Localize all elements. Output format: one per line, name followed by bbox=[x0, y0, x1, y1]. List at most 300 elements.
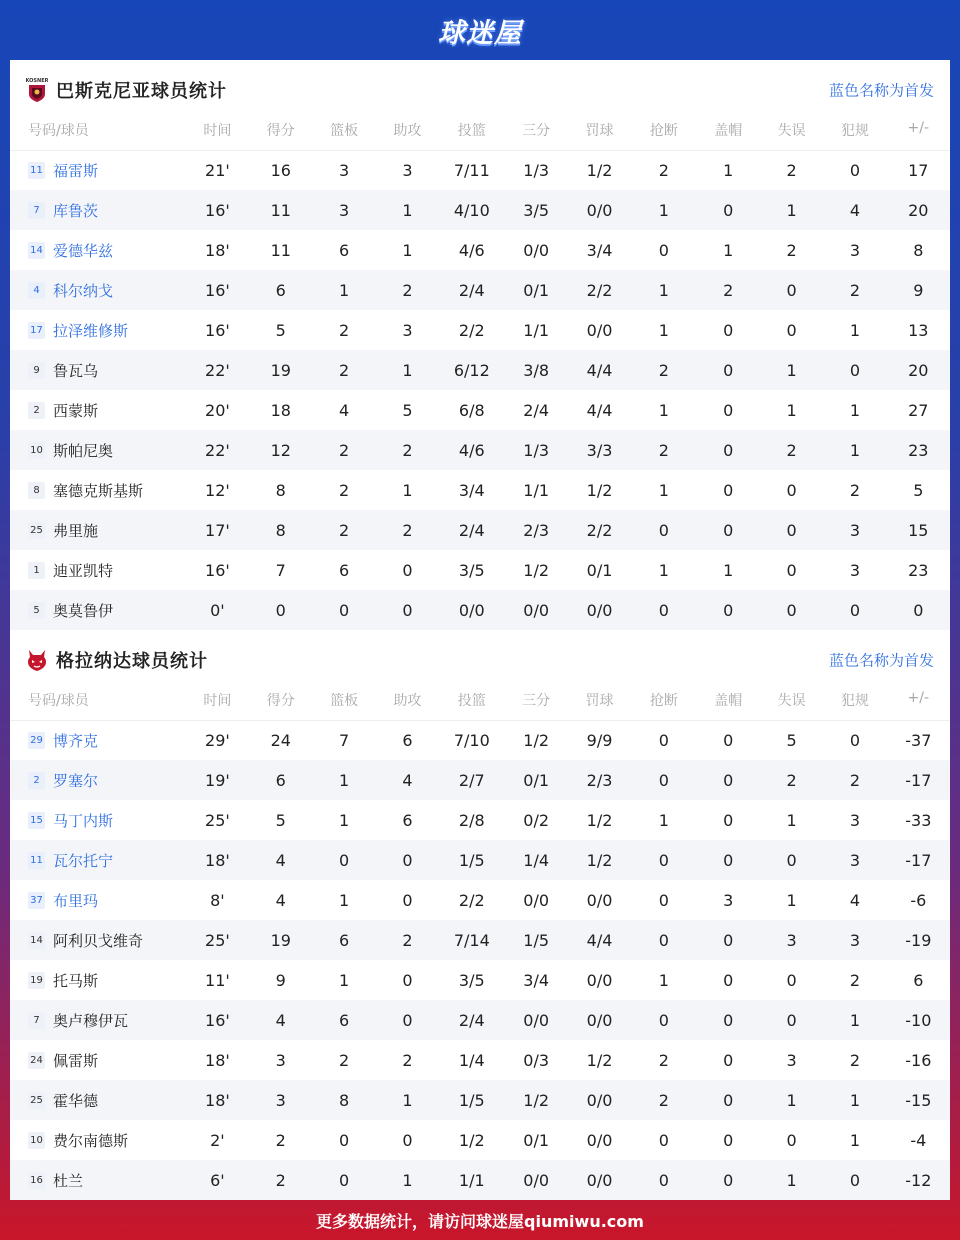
player-row[interactable] bbox=[10, 190, 950, 230]
col-header-pts: 得分 bbox=[266, 123, 295, 139]
stat-pts: 7 bbox=[275, 560, 286, 580]
stat-pts: 6 bbox=[275, 770, 286, 790]
player-name[interactable]: 奥卢穆伊瓦 bbox=[53, 1011, 129, 1030]
player-name[interactable]: 布里玛 bbox=[53, 891, 99, 910]
stat-ast: 1 bbox=[402, 360, 413, 380]
jersey-number-badge: 24 bbox=[28, 1052, 45, 1069]
stat-ast: 2 bbox=[402, 520, 413, 540]
col-header-reb: 篮板 bbox=[330, 693, 359, 709]
player-row[interactable] bbox=[10, 430, 950, 470]
team1-title: 巴斯克尼亚球员统计 bbox=[56, 81, 227, 102]
stat-ast: 2 bbox=[402, 1050, 413, 1070]
stat-tp: 0/1 bbox=[523, 770, 550, 790]
stat-pm: 23 bbox=[908, 440, 929, 460]
stat-tov: 0 bbox=[786, 280, 797, 300]
stat-pm: 20 bbox=[908, 200, 929, 220]
stat-reb: 6 bbox=[339, 930, 350, 950]
stat-ft: 0/0 bbox=[586, 970, 613, 990]
stat-ft: 1/2 bbox=[586, 810, 613, 830]
player-row[interactable] bbox=[10, 470, 950, 510]
stat-pf: 0 bbox=[849, 160, 861, 180]
stat-ast: 0 bbox=[402, 970, 413, 990]
stat-tov: 0 bbox=[786, 850, 797, 870]
stat-stl: 0 bbox=[658, 1130, 669, 1150]
col-header-blk: 盖帽 bbox=[714, 123, 743, 139]
player-name[interactable]: 佩雷斯 bbox=[53, 1051, 99, 1070]
stat-tp: 1/1 bbox=[523, 320, 550, 340]
stat-pf: 2 bbox=[849, 480, 861, 500]
player-cell bbox=[10, 310, 186, 350]
stat-tp: 1/2 bbox=[523, 730, 550, 750]
player-row[interactable] bbox=[10, 1120, 950, 1160]
stat-ast: 0 bbox=[402, 600, 413, 620]
stat-ast: 0 bbox=[402, 890, 413, 910]
stat-pm: -33 bbox=[905, 810, 932, 830]
jersey-number-badge: 2 bbox=[28, 772, 45, 789]
stat-blk: 0 bbox=[723, 730, 734, 750]
stat-tov: 1 bbox=[786, 890, 797, 910]
stat-ast: 3 bbox=[402, 320, 413, 340]
stat-tp: 2/4 bbox=[523, 400, 550, 420]
stat-pts: 19 bbox=[270, 930, 291, 950]
col-header-min: 时间 bbox=[203, 693, 232, 709]
stat-tp: 1/2 bbox=[523, 1090, 550, 1110]
team2-header bbox=[10, 630, 950, 690]
jersey-number-badge: 10 bbox=[28, 442, 45, 459]
stat-ft: 0/0 bbox=[586, 1090, 613, 1110]
jersey-number-badge: 10 bbox=[28, 1132, 45, 1149]
stat-pm: -12 bbox=[905, 1170, 932, 1190]
stat-ast: 4 bbox=[402, 770, 413, 790]
player-row[interactable] bbox=[10, 350, 950, 390]
col-header-pm: +/- bbox=[907, 120, 930, 136]
player-name[interactable]: 斯帕尼奥 bbox=[53, 441, 114, 460]
player-name[interactable]: 塞德克斯基斯 bbox=[53, 481, 144, 500]
stat-fg: 2/2 bbox=[458, 890, 485, 910]
stat-ft: 4/4 bbox=[586, 930, 613, 950]
stat-tp: 3/4 bbox=[523, 970, 550, 990]
stat-tov: 0 bbox=[786, 480, 797, 500]
stat-fg: 6/12 bbox=[453, 360, 490, 380]
stat-reb: 2 bbox=[339, 360, 350, 380]
team1-body bbox=[10, 150, 950, 630]
col-header-min: 时间 bbox=[203, 123, 232, 139]
player-cell bbox=[10, 550, 186, 590]
stat-reb: 3 bbox=[339, 200, 350, 220]
stat-pm: -4 bbox=[910, 1130, 927, 1150]
stat-pm: 8 bbox=[913, 240, 924, 260]
team1-header bbox=[10, 60, 950, 120]
col-header-ast: 助攻 bbox=[393, 693, 422, 709]
stat-pm: 0 bbox=[913, 600, 924, 620]
stat-pf: 0 bbox=[849, 1170, 861, 1190]
stat-min: 29' bbox=[205, 730, 230, 750]
stat-ft: 0/1 bbox=[586, 560, 613, 580]
player-name[interactable]: 科尔纳戈 bbox=[53, 281, 114, 300]
stat-tov: 0 bbox=[786, 1010, 797, 1030]
stat-tp: 1/3 bbox=[523, 160, 550, 180]
stat-pts: 4 bbox=[275, 850, 286, 870]
stat-ast: 6 bbox=[402, 810, 413, 830]
stat-stl: 1 bbox=[658, 480, 669, 500]
player-name[interactable]: 鲁瓦乌 bbox=[53, 361, 99, 380]
stat-ast: 1 bbox=[402, 240, 413, 260]
stat-ft: 1/2 bbox=[586, 850, 613, 870]
stat-tov: 0 bbox=[786, 560, 797, 580]
stat-ft: 0/0 bbox=[586, 890, 613, 910]
stat-pf: 0 bbox=[849, 360, 861, 380]
stat-reb: 2 bbox=[339, 440, 350, 460]
player-row[interactable] bbox=[10, 920, 950, 960]
stat-blk: 0 bbox=[723, 320, 734, 340]
stat-pf: 4 bbox=[849, 200, 861, 220]
jersey-number-badge: 11 bbox=[28, 852, 45, 869]
stat-tov: 0 bbox=[786, 320, 797, 340]
player-name[interactable]: 阿利贝戈维奇 bbox=[53, 931, 144, 950]
stat-blk: 2 bbox=[723, 280, 734, 300]
stat-pf: 2 bbox=[849, 280, 861, 300]
stat-tp: 1/5 bbox=[523, 930, 550, 950]
player-row[interactable] bbox=[10, 550, 950, 590]
jersey-number-badge: 7 bbox=[28, 1012, 45, 1029]
stat-stl: 1 bbox=[658, 560, 669, 580]
jersey-number-badge: 37 bbox=[28, 892, 45, 909]
player-name[interactable]: 瓦尔托宁 bbox=[53, 851, 114, 870]
player-name[interactable]: 弗里施 bbox=[53, 521, 99, 540]
jersey-number-badge: 17 bbox=[28, 322, 45, 339]
player-name[interactable]: 奥莫鲁伊 bbox=[53, 601, 114, 620]
player-row[interactable] bbox=[10, 720, 950, 760]
player-name[interactable]: 拉泽维修斯 bbox=[53, 321, 129, 340]
player-cell bbox=[10, 760, 186, 800]
stat-reb: 2 bbox=[339, 1050, 350, 1070]
stat-ast: 0 bbox=[402, 560, 413, 580]
player-cell bbox=[10, 800, 186, 840]
stat-ft: 0/0 bbox=[586, 600, 613, 620]
team1-logo-text: KOSNER bbox=[26, 78, 48, 84]
stat-pts: 4 bbox=[275, 890, 286, 910]
stat-min: 19' bbox=[205, 770, 230, 790]
stat-fg: 1/5 bbox=[458, 850, 485, 870]
stat-min: 16' bbox=[205, 200, 230, 220]
stat-stl: 1 bbox=[658, 200, 669, 220]
stat-pts: 6 bbox=[275, 280, 286, 300]
stat-pts: 8 bbox=[275, 480, 286, 500]
stat-blk: 0 bbox=[723, 440, 734, 460]
stat-stl: 0 bbox=[658, 1010, 669, 1030]
stat-pf: 2 bbox=[849, 1050, 861, 1070]
player-row[interactable] bbox=[10, 880, 950, 920]
stat-blk: 0 bbox=[723, 770, 734, 790]
stat-reb: 1 bbox=[339, 810, 350, 830]
player-cell bbox=[10, 510, 186, 550]
stat-pm: -19 bbox=[905, 930, 932, 950]
footer bbox=[0, 1200, 960, 1240]
stat-blk: 0 bbox=[723, 930, 734, 950]
player-row[interactable] bbox=[10, 230, 950, 270]
stat-tp: 0/0 bbox=[523, 600, 550, 620]
player-name[interactable]: 库鲁茨 bbox=[53, 201, 99, 220]
player-row[interactable] bbox=[10, 310, 950, 350]
player-name[interactable]: 西蒙斯 bbox=[53, 401, 99, 420]
footer-link-text[interactable]: 更多数据统计，请访问球迷屋qiumiwu.com bbox=[316, 1211, 644, 1231]
stat-stl: 1 bbox=[658, 320, 669, 340]
stat-pm: -37 bbox=[905, 730, 932, 750]
stat-tov: 1 bbox=[786, 810, 797, 830]
jersey-number-badge: 15 bbox=[28, 812, 45, 829]
stat-pts: 2 bbox=[275, 1130, 286, 1150]
jersey-number-badge: 29 bbox=[28, 732, 45, 749]
stat-pm: 27 bbox=[908, 400, 929, 420]
col-header-stl: 抢断 bbox=[649, 123, 678, 139]
stat-reb: 4 bbox=[339, 400, 350, 420]
stat-pts: 3 bbox=[275, 1050, 286, 1070]
jersey-number-badge: 7 bbox=[28, 202, 45, 219]
stat-tp: 1/3 bbox=[523, 440, 550, 460]
player-cell bbox=[10, 1120, 186, 1160]
stat-ast: 2 bbox=[402, 440, 413, 460]
stat-tov: 1 bbox=[786, 1090, 797, 1110]
player-row[interactable] bbox=[10, 840, 950, 880]
player-row[interactable] bbox=[10, 960, 950, 1000]
player-row[interactable] bbox=[10, 590, 950, 630]
stat-stl: 1 bbox=[658, 400, 669, 420]
stat-fg: 2/4 bbox=[458, 280, 485, 300]
stat-ft: 1/2 bbox=[586, 480, 613, 500]
stat-reb: 6 bbox=[339, 1010, 350, 1030]
stat-tp: 0/0 bbox=[523, 240, 550, 260]
player-name[interactable]: 托马斯 bbox=[53, 971, 99, 990]
stat-ft: 3/3 bbox=[586, 440, 613, 460]
stat-pf: 1 bbox=[849, 320, 861, 340]
player-name[interactable]: 迪亚凯特 bbox=[53, 561, 114, 580]
stat-pf: 1 bbox=[849, 400, 861, 420]
stat-reb: 8 bbox=[339, 1090, 350, 1110]
col-header-ft: 罚球 bbox=[585, 693, 614, 709]
stat-blk: 0 bbox=[723, 1130, 734, 1150]
stat-pts: 12 bbox=[270, 440, 291, 460]
stat-stl: 2 bbox=[658, 440, 669, 460]
stat-reb: 1 bbox=[339, 280, 350, 300]
stat-min: 0' bbox=[210, 600, 225, 620]
stat-min: 22' bbox=[205, 440, 230, 460]
stat-pf: 1 bbox=[849, 440, 861, 460]
stat-tov: 0 bbox=[786, 1130, 797, 1150]
red-devil-logo-icon bbox=[26, 647, 48, 673]
stat-tp: 0/1 bbox=[523, 1130, 550, 1150]
player-row[interactable] bbox=[10, 510, 950, 550]
stat-fg: 3/5 bbox=[458, 560, 485, 580]
player-row[interactable] bbox=[10, 1040, 950, 1080]
stat-ast: 1 bbox=[402, 1170, 413, 1190]
stat-pm: -17 bbox=[905, 770, 932, 790]
stat-blk: 0 bbox=[723, 520, 734, 540]
stat-stl: 1 bbox=[658, 280, 669, 300]
stat-stl: 0 bbox=[658, 240, 669, 260]
stat-pts: 9 bbox=[275, 970, 286, 990]
player-cell bbox=[10, 350, 186, 390]
stat-reb: 3 bbox=[339, 160, 350, 180]
stat-tp: 1/4 bbox=[523, 850, 550, 870]
jersey-number-badge: 14 bbox=[28, 242, 45, 259]
stat-tp: 0/0 bbox=[523, 1170, 550, 1190]
player-cell bbox=[10, 1080, 186, 1120]
stat-fg: 1/2 bbox=[458, 1130, 485, 1150]
stat-pf: 0 bbox=[849, 730, 861, 750]
player-name[interactable]: 霍华德 bbox=[53, 1091, 99, 1110]
stat-pm: 15 bbox=[908, 520, 929, 540]
player-name[interactable]: 马丁内斯 bbox=[53, 811, 114, 830]
stat-ft: 2/2 bbox=[586, 520, 613, 540]
stat-pf: 3 bbox=[849, 520, 861, 540]
stat-pf: 4 bbox=[849, 890, 861, 910]
player-cell bbox=[10, 1160, 186, 1200]
player-cell bbox=[10, 270, 186, 310]
stat-fg: 1/5 bbox=[458, 1090, 485, 1110]
brand-logo[interactable]: 球迷屋 bbox=[438, 17, 522, 49]
stat-pf: 3 bbox=[849, 560, 861, 580]
stat-stl: 0 bbox=[658, 850, 669, 870]
stat-min: 21' bbox=[205, 160, 230, 180]
player-row[interactable] bbox=[10, 1160, 950, 1200]
stat-pf: 1 bbox=[849, 1090, 861, 1110]
player-row[interactable] bbox=[10, 1000, 950, 1040]
stat-pm: -16 bbox=[905, 1050, 932, 1070]
stat-pts: 18 bbox=[270, 400, 291, 420]
stat-pf: 3 bbox=[849, 810, 861, 830]
player-name[interactable]: 杜兰 bbox=[53, 1171, 84, 1190]
stat-ft: 3/4 bbox=[586, 240, 613, 260]
stat-ast: 2 bbox=[402, 930, 413, 950]
stat-tp: 0/1 bbox=[523, 280, 550, 300]
stat-min: 18' bbox=[205, 1050, 230, 1070]
stat-ast: 1 bbox=[402, 480, 413, 500]
col-header-player: 号码/球员 bbox=[28, 693, 89, 709]
stat-ft: 4/4 bbox=[586, 400, 613, 420]
col-header-fg: 投篮 bbox=[457, 123, 486, 139]
stat-min: 17' bbox=[205, 520, 230, 540]
stat-pm: 5 bbox=[913, 480, 924, 500]
stat-pts: 0 bbox=[275, 600, 286, 620]
team1-header-row bbox=[10, 120, 950, 150]
player-name[interactable]: 福雷斯 bbox=[53, 161, 99, 180]
stat-pm: 6 bbox=[913, 970, 924, 990]
player-cell bbox=[10, 720, 186, 760]
stat-pm: -10 bbox=[905, 1010, 932, 1030]
stat-ast: 5 bbox=[402, 400, 413, 420]
stat-blk: 0 bbox=[723, 1090, 734, 1110]
top-banner bbox=[0, 0, 960, 60]
team2-starter-note: 蓝色名称为首发 bbox=[828, 651, 934, 670]
col-header-player: 号码/球员 bbox=[28, 123, 89, 139]
stat-blk: 0 bbox=[723, 200, 734, 220]
stat-pm: -17 bbox=[905, 850, 932, 870]
stat-stl: 0 bbox=[658, 890, 669, 910]
stat-stl: 1 bbox=[658, 810, 669, 830]
stat-blk: 1 bbox=[723, 560, 734, 580]
stat-fg: 1/1 bbox=[458, 1170, 485, 1190]
team2-header-row bbox=[10, 690, 950, 720]
stat-fg: 7/10 bbox=[453, 730, 490, 750]
stat-blk: 0 bbox=[723, 1170, 734, 1190]
col-header-pf: 犯规 bbox=[840, 693, 869, 709]
stat-reb: 2 bbox=[339, 320, 350, 340]
col-header-ast: 助攻 bbox=[393, 123, 422, 139]
player-cell bbox=[10, 190, 186, 230]
stat-pts: 11 bbox=[270, 200, 291, 220]
stat-reb: 0 bbox=[339, 850, 350, 870]
jersey-number-badge: 8 bbox=[28, 482, 45, 499]
player-row[interactable] bbox=[10, 800, 950, 840]
player-row[interactable] bbox=[10, 1080, 950, 1120]
stat-min: 16' bbox=[205, 560, 230, 580]
stat-min: 16' bbox=[205, 280, 230, 300]
player-row[interactable] bbox=[10, 270, 950, 310]
stat-pf: 0 bbox=[849, 600, 861, 620]
stat-tp: 1/2 bbox=[523, 560, 550, 580]
stat-tov: 3 bbox=[786, 1050, 797, 1070]
stat-blk: 0 bbox=[723, 970, 734, 990]
stat-ast: 0 bbox=[402, 1130, 413, 1150]
player-row[interactable] bbox=[10, 390, 950, 430]
stat-ft: 4/4 bbox=[586, 360, 613, 380]
stat-reb: 7 bbox=[339, 730, 350, 750]
stat-tp: 0/0 bbox=[523, 890, 550, 910]
player-cell bbox=[10, 840, 186, 880]
stat-reb: 6 bbox=[339, 240, 350, 260]
stat-pts: 24 bbox=[270, 730, 291, 750]
stat-tov: 2 bbox=[786, 440, 797, 460]
player-cell bbox=[10, 1000, 186, 1040]
stat-reb: 1 bbox=[339, 770, 350, 790]
player-name[interactable]: 博齐克 bbox=[53, 731, 99, 750]
stat-stl: 2 bbox=[658, 360, 669, 380]
player-name[interactable]: 罗塞尔 bbox=[53, 771, 99, 790]
stat-fg: 4/6 bbox=[458, 240, 485, 260]
stat-tp: 1/1 bbox=[523, 480, 550, 500]
stat-fg: 2/2 bbox=[458, 320, 485, 340]
stat-pf: 2 bbox=[849, 970, 861, 990]
stat-tov: 1 bbox=[786, 400, 797, 420]
stat-ast: 6 bbox=[402, 730, 413, 750]
player-row[interactable] bbox=[10, 150, 950, 190]
player-row[interactable] bbox=[10, 760, 950, 800]
team1-stats-table bbox=[10, 120, 950, 630]
stat-pm: -6 bbox=[910, 890, 927, 910]
stat-min: 12' bbox=[205, 480, 230, 500]
player-cell bbox=[10, 470, 186, 510]
player-name[interactable]: 爱德华兹 bbox=[53, 241, 114, 260]
stat-min: 18' bbox=[205, 1090, 230, 1110]
col-header-tov: 失误 bbox=[777, 693, 806, 709]
player-cell bbox=[10, 590, 186, 630]
stat-fg: 7/14 bbox=[453, 930, 490, 950]
jersey-number-badge: 16 bbox=[28, 1172, 45, 1189]
jersey-number-badge: 25 bbox=[28, 1092, 45, 1109]
stat-tp: 0/2 bbox=[523, 810, 550, 830]
col-header-pm: +/- bbox=[907, 690, 930, 706]
stat-stl: 2 bbox=[658, 1090, 669, 1110]
jersey-number-badge: 2 bbox=[28, 402, 45, 419]
stat-ft: 0/0 bbox=[586, 200, 613, 220]
stat-fg: 6/8 bbox=[458, 400, 485, 420]
stat-pts: 5 bbox=[275, 320, 286, 340]
stat-tp: 3/5 bbox=[523, 200, 550, 220]
stat-reb: 2 bbox=[339, 520, 350, 540]
player-name[interactable]: 费尔南德斯 bbox=[53, 1131, 129, 1150]
stat-tp: 2/3 bbox=[523, 520, 550, 540]
stat-stl: 0 bbox=[658, 930, 669, 950]
